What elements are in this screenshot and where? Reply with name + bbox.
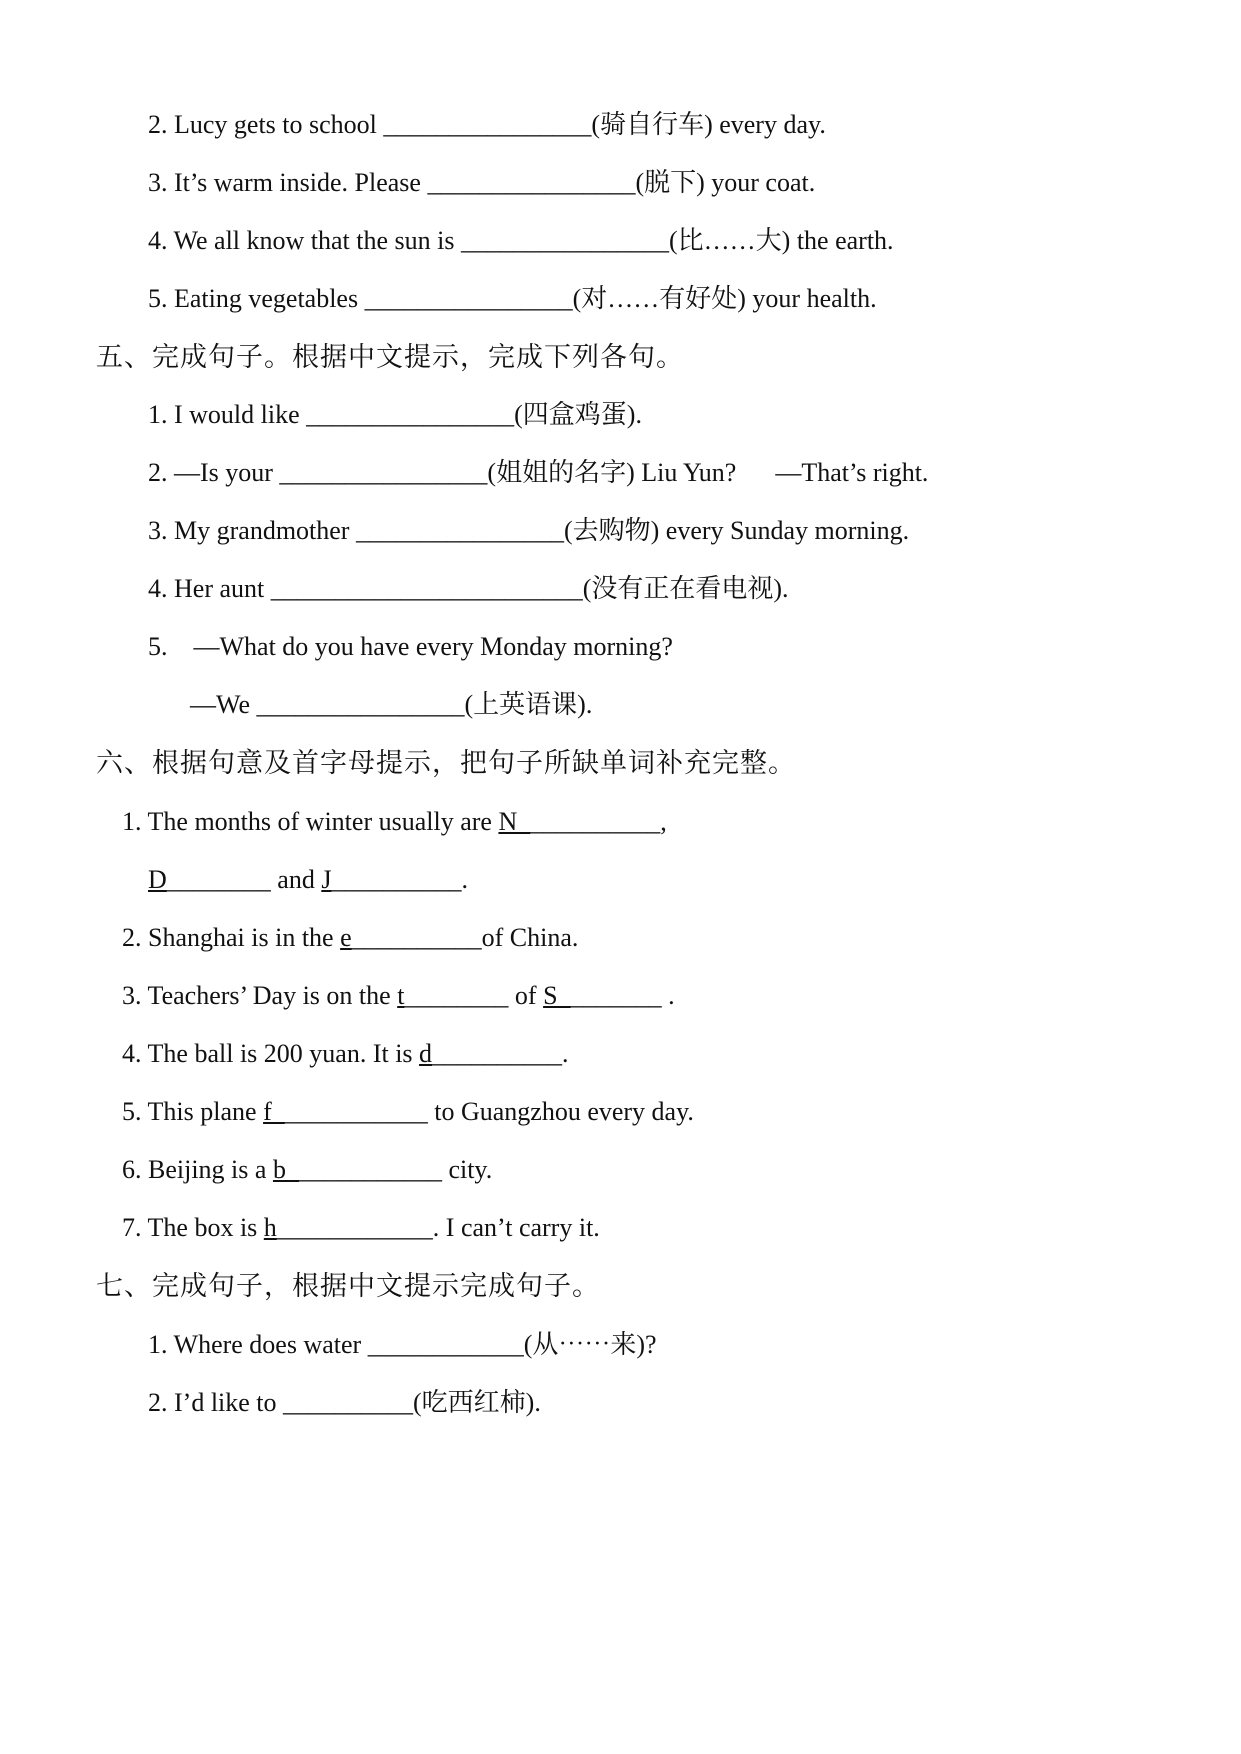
s6-item-3-text: 3. Teachers’ Day is on the (122, 981, 398, 1010)
s7-item-2: 2. I’d like to __________(吃西红柿). (148, 1388, 541, 1417)
s6-item-6-text: 6. Beijing is a (122, 1155, 273, 1184)
s6-item-3-blank-s: _______ (570, 981, 662, 1010)
s6-item-7-text: 7. The box is (122, 1213, 264, 1242)
s5-item-4: 4. Her aunt ________________________(没有正在看电视). (148, 574, 789, 603)
s6-item-7 (122, 1211, 600, 1245)
s5-item-5-answer: —We ________________(上英语课). (190, 690, 593, 719)
s6-item-1-text: 1. The months of winter usually are (122, 807, 499, 836)
s4-item-2: 2. Lucy gets to school ________________(骑自行车) every day. (148, 110, 826, 139)
s6-item-3-hint-t: t (397, 981, 405, 1010)
s5-item-2: 2. —Is your ________________(姐姐的名字) Liu Yun? —That’s right. (148, 458, 929, 487)
s4-item-3: 3. It’s warm inside. Please ________________(脱下) your coat. (148, 168, 816, 197)
s6-item-2 (122, 921, 578, 955)
s6-item-5-text: 5. This plane (122, 1097, 264, 1126)
s6-item-2-hint: e (340, 923, 352, 952)
s6-item-7-end: . I can’t carry it. (432, 1213, 600, 1242)
s6-item-5-end: to Guangzhou every day. (427, 1097, 694, 1126)
s6-item-5-hint: f_ (263, 1097, 285, 1126)
s6-item-1b-end: . (461, 865, 468, 894)
s6-item-4-text: 4. The ball is 200 yuan. It is (122, 1039, 420, 1068)
s6-item-4-blank: __________ (432, 1039, 563, 1068)
s4-item-5: 5. Eating vegetables ________________(对……有好处) your health. (148, 284, 877, 313)
s6-item-6 (122, 1153, 492, 1187)
section6-heading: 六、根据句意及首字母提示，把句子所缺单词补充完整。 (96, 748, 796, 778)
s6-item-4 (122, 1037, 569, 1071)
s6-item-6-blank: ___________ (298, 1155, 442, 1184)
s6-item-3-of: of (508, 981, 544, 1010)
s6-item-7-blank: ____________ (276, 1213, 433, 1242)
s6-item-1-blank: __________ (530, 807, 661, 836)
s5-item-5-question: 5. —What do you have every Monday morning? (148, 632, 673, 661)
s6-item-7-hint: h (263, 1213, 277, 1242)
s6-item-3 (122, 979, 675, 1013)
s6-item-1-end: , (660, 807, 667, 836)
s6-item-6-hint: b_ (272, 1155, 299, 1184)
s6-item-1b-blank-j: __________ (331, 865, 462, 894)
s6-item-5 (122, 1095, 694, 1129)
s6-item-3-end: . (661, 981, 675, 1010)
s6-item-3-hint-s: S_ (543, 981, 571, 1010)
s6-item-2-text: 2. Shanghai is in the (122, 923, 341, 952)
s6-item-1-cont (148, 863, 468, 897)
section5-heading: 五、完成句子。根据中文提示，完成下列各句。 (96, 342, 684, 372)
s6-item-1b-hint-d: D (148, 865, 167, 894)
s6-item-1b-and: and (270, 865, 322, 894)
s6-item-1b-blank-d: ________ (166, 865, 271, 894)
s6-item-4-end: . (562, 1039, 569, 1068)
section7-heading: 七、完成句子，根据中文提示完成句子。 (96, 1271, 600, 1301)
s5-item-1: 1. I would like ________________(四盒鸡蛋). (148, 400, 642, 429)
s6-item-1-hint: N_ (498, 807, 531, 836)
s6-item-5-blank: ___________ (284, 1097, 428, 1126)
s6-item-1 (122, 805, 667, 839)
s6-item-1b-hint-j: J (321, 865, 332, 894)
s7-item-1: 1. Where does water ____________(从⋯⋯来)? (148, 1330, 657, 1359)
s6-item-4-hint: d (419, 1039, 433, 1068)
s6-item-3-blank-t: ________ (404, 981, 509, 1010)
s6-item-2-end: of China. (481, 923, 579, 952)
s5-item-3: 3. My grandmother ________________(去购物) every Sunday morning. (148, 516, 910, 545)
s6-item-2-blank: __________ (351, 923, 482, 952)
s6-item-6-end: city. (441, 1155, 493, 1184)
s4-item-4: 4. We all know that the sun is ________________(比……大) the earth. (148, 226, 894, 255)
